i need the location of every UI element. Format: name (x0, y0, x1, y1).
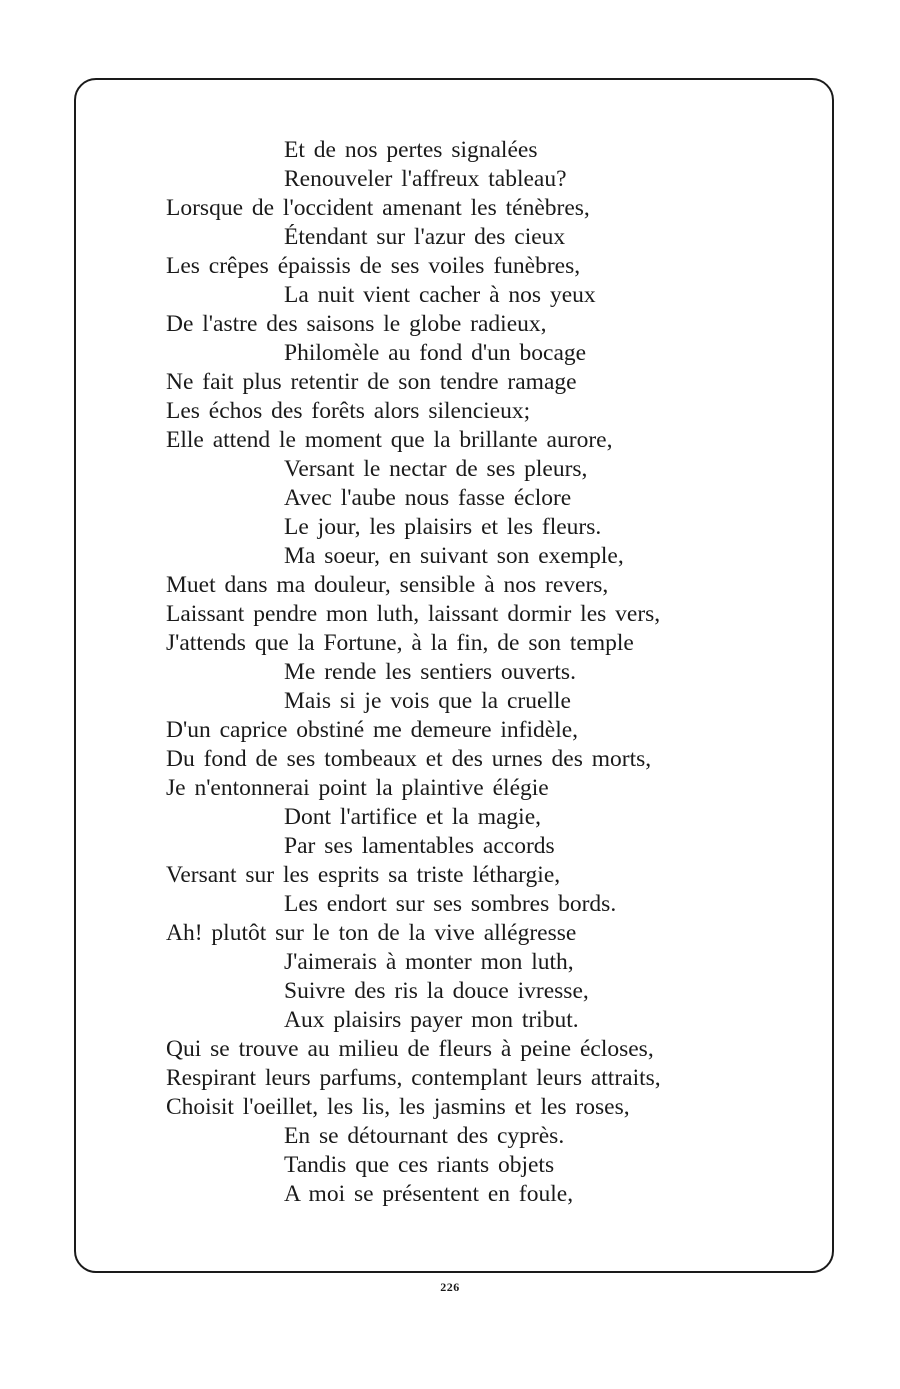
poem-line: J'attends que la Fortune, à la fin, de son temple (166, 630, 634, 656)
poem-line: J'aimerais à monter mon luth, (284, 949, 574, 975)
page-number: 226 (440, 1280, 460, 1294)
poem-line: Qui se trouve au milieu de fleurs à peine écloses, (166, 1036, 654, 1062)
poem-line: Par ses lamentables accords (284, 833, 555, 859)
poem-line: Respirant leurs parfums, contemplant leurs attraits, (166, 1065, 661, 1091)
poem-line: Philomèle au fond d'un bocage (284, 340, 587, 366)
poem-line: Aux plaisirs payer mon tribut. (284, 1007, 579, 1033)
poem-line: Avec l'aube nous fasse éclore (284, 485, 572, 511)
poem-line: Les crêpes épaissis de ses voiles funèbres, (166, 253, 581, 279)
poem-line: Suivre des ris la douce ivresse, (284, 978, 589, 1004)
poem-line: Les échos des forêts alors silencieux; (166, 398, 531, 424)
poem-line: Muet dans ma douleur, sensible à nos revers, (166, 572, 609, 598)
poem-line: Versant sur les esprits sa triste léthargie, (166, 862, 561, 888)
poem-line: Je n'entonnerai point la plaintive élégie (166, 775, 549, 801)
poem-line: Versant le nectar de ses pleurs, (284, 456, 588, 482)
poem-line: De l'astre des saisons le globe radieux, (166, 311, 547, 337)
poem-line: A moi se présentent en foule, (284, 1181, 574, 1207)
poem-line: Le jour, les plaisirs et les fleurs. (284, 514, 602, 540)
poem-line: Ma soeur, en suivant son exemple, (284, 543, 624, 569)
poem-line: Lorsque de l'occident amenant les ténèbres, (166, 195, 590, 221)
poem-line: Et de nos pertes signalées (284, 137, 538, 163)
poem-line: Dont l'artifice et la magie, (284, 804, 542, 830)
poem-line: Laissant pendre mon luth, laissant dormir les vers, (166, 601, 661, 627)
poem-line: Du fond de ses tombeaux et des urnes des morts, (166, 746, 652, 772)
poem-line: Choisit l'oeillet, les lis, les jasmins et les roses, (166, 1094, 630, 1120)
poem-line: Renouveler l'affreux tableau? (284, 166, 567, 192)
poem-line: Les endort sur ses sombres bords. (284, 891, 617, 917)
poem-line: Me rende les sentiers ouverts. (284, 659, 576, 685)
poem-line: Elle attend le moment que la brillante aurore, (166, 427, 613, 453)
poem-line: En se détournant des cyprès. (284, 1123, 565, 1149)
poem-line: La nuit vient cacher à nos yeux (284, 282, 596, 308)
poem-line: Mais si je vois que la cruelle (284, 688, 571, 714)
poem-line: Étendant sur l'azur des cieux (284, 224, 566, 250)
poem-line: Tandis que ces riants objets (284, 1152, 555, 1178)
poem-line: Ne fait plus retentir de son tendre ramage (166, 369, 577, 395)
poem-line: Ah! plutôt sur le ton de la vive allégresse (166, 920, 577, 946)
poem-line: D'un caprice obstiné me demeure infidèle, (166, 717, 579, 743)
poem-text (166, 136, 786, 1209)
